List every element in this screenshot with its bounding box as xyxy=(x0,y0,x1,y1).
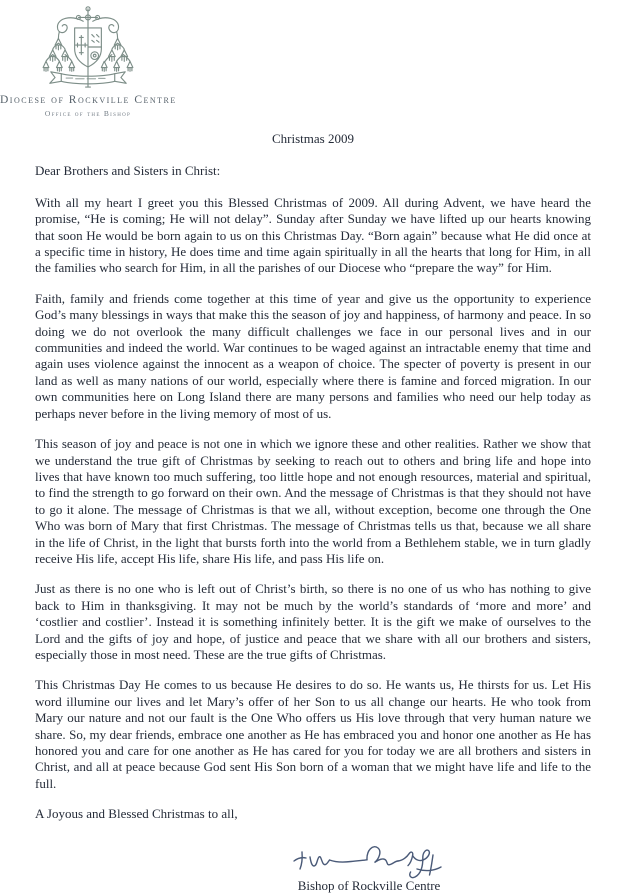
letter-title: Christmas 2009 xyxy=(272,131,354,146)
salutation: Dear Brothers and Sisters in Christ: xyxy=(35,163,221,179)
letterhead xyxy=(0,5,176,118)
paragraph-5: This Christmas Day He comes to us because He desires to do so. He wants us, He thirsts for us. Let His word illumine our lives and let Mary’s offer of her Son to us all change our hearts. He who took from Mary our nature and not our fault is the One Who offers us His love through that very human nature we share. So, my dear friends, embrace one another as He has embraced you and honor one another as He has honored you and care for one another as He has cared for you for today we are all brothers and sisters in Christ, and all at peace because God sent His Son born of a woman that we might have life and life to the full. xyxy=(35,677,591,791)
closing-line: A Joyous and Blessed Christmas to all, xyxy=(35,806,238,822)
signature-block xyxy=(283,833,455,894)
bishop-signature xyxy=(289,833,449,881)
office-name: Office of the Bishop xyxy=(44,109,132,118)
paragraph-4: Just as there is no one who is left out of Christ’s birth, so there is no one of us who has nothing to give back to Him in thanksgiving. It may not be much by the world’s standards of ‘more and more’ and ‘costlier and costlier’. Instead it is something infinitely better. It is the gift we make of ourselves to the Lord and the gifts of joy and hope, of justice and peace that we share with all our brothers and sisters, especially those in most need. These are the true gifts of Christmas. xyxy=(35,581,591,662)
diocese-coat-of-arms-icon xyxy=(36,5,140,89)
paragraph-3: This season of joy and peace is not one in which we ignore these and other realities. Rather we show that we understand the true gift of Christmas by seeking to reach out to others and bring life and hope into lives that have known too much suffering, too little hope and not enough resources, material and spiritual, to find the strength to go forward on their own. And the message of Christmas is that they should not have to go it alone. The message of Christmas is that we all, without exception, become one through the One Who was born of Mary that first Christmas. The message of Christmas tells us that, because we all share in the life of Christ, in the light that bursts forth into the world from a Bethlehem stable, we in turn gladly receive His life, accept His life, share His life, and pass His life on. xyxy=(35,436,591,566)
paragraph-2: Faith, family and friends come together at this time of year and give us the opportunity to experience God’s many blessings in ways that make this the season of joy and happiness, of harmony and peace. In so doing we do not overlook the many difficult challenges we face in our personal lives and in our communities and indeed the world. War continues to be waged against an intractable enemy that time and again uses violence against the innocent as a weapon of choice. The specter of poverty is present in our land as well as many nations of our world, especially where there is famine and forced migration. In our own communities here on Long Island there are many persons and families who need our help today as perhaps never before in the living memory of most of us. xyxy=(35,290,591,421)
letter-body xyxy=(35,131,591,894)
organization-name: Diocese of Rockville Centre xyxy=(0,94,177,106)
signature-title: Bishop of Rockville Centre xyxy=(297,877,441,893)
paragraph-1: With all my heart I greet you this Blessed Christmas of 2009. All during Advent, we have heard the promise, “He is coming; He will not delay”. Sunday after Sunday we have lifted up our hearts knowing that soon He would be born again to us on this Christmas Day. “Born again” because what He did once at a specific time in history, He does time and time again spiritually in all the hearts that long for Him, in all the families who search for Him, in all the parishes of our Diocese who “prepare the way” for Him. xyxy=(35,194,591,276)
